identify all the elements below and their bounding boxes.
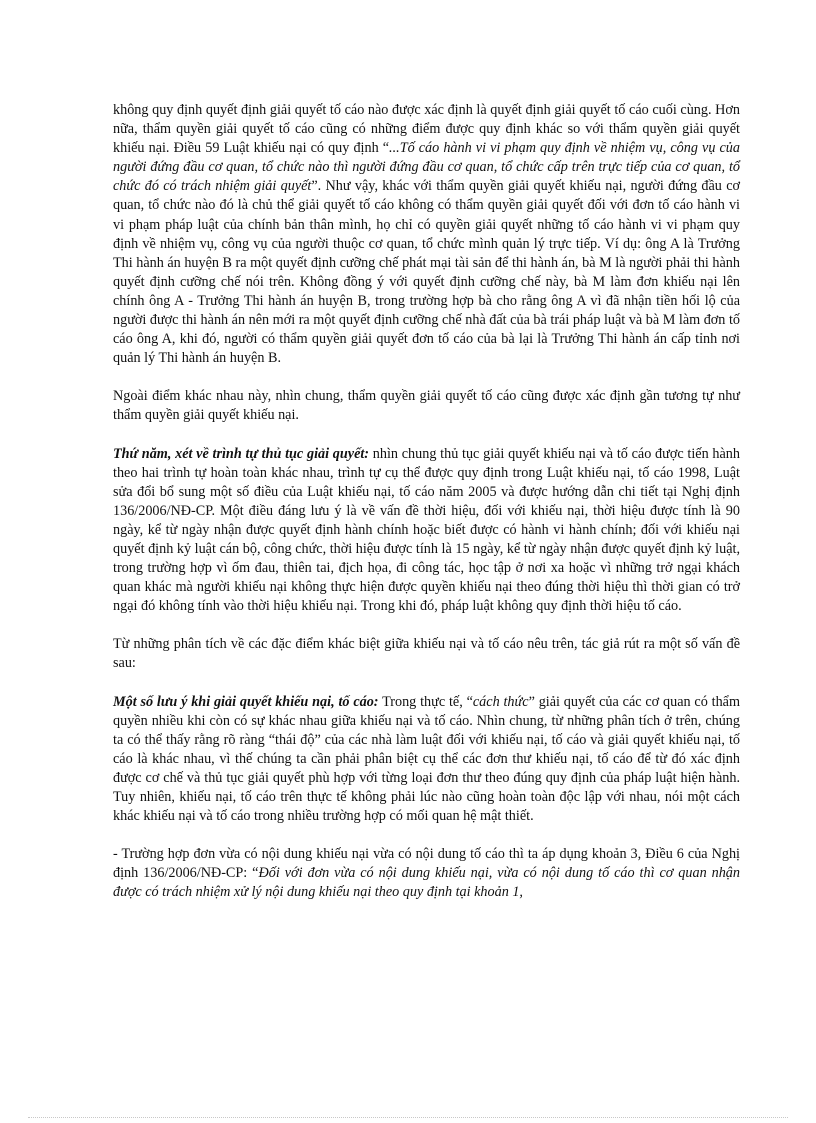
section-heading-procedure: Thứ năm, xét về trình tự thủ tục giải quyết: [113, 445, 370, 462]
paragraph-3-text: nhìn chung thủ tục giải quyết khiếu nại và tố cáo được tiến hành theo hai trình tự hoàn toàn khác nhau, trình tự cụ thể được quy định trong Luật khiếu nại, tố cáo 1998, Luật sửa đổi bổ sung một số điều của Luật khiếu nại, tố cáo năm 2005 và được hướng dẫn chi tiết tại Nghị định 136/2006/NĐ-CP. Một điều đáng lưu ý là về vấn đề thời hiệu, đối với khiếu nại, thời hiệu được tính là 90 ngày, kể từ ngày nhận được quyết định hành chính hoặc biết được có hành vi hành chính; đối với khiếu nại quyết định kỷ luật cán bộ, công chức, thời hiệu được tính là 15 ngày, kể từ ngày nhận được quyết định kỷ luật, trong trường hợp vì ốm đau, thiên tai, địch họa, đi công tác, học tập ở nơi xa hoặc vì những trở ngại khách quan khác mà người khiếu nại không thực hiện được quyền khiếu nại theo đúng thời hiệu thì thời gian có trở ngại đó không tính vào thời hiệu khiếu nại. Trong khi đó, pháp luật không quy định thời hiệu tố cáo. [113, 445, 740, 615]
page-bottom-border [28, 1117, 788, 1118]
paragraph-5-text-b: ” giải quyết của các cơ quan có thẩm quyền nhiều khi còn có sự khác nhau giữa khiếu nại và tố cáo. Nhìn chung, từ những phân tích ở trên, chúng ta có thể thấy rằng rõ ràng “thái độ” của các nhà làm luật đối với khiếu nại, tố cáo và giải quyết khiếu nại, tố cáo là khác nhau, vì thế chúng ta cần phải phân biệt cụ thể các đơn thư khiếu nại, tố cáo để từ đó xác định được cơ chế và thủ tục giải quyết phù hợp với từng loại đơn thư theo đúng quy định của pháp luật hiện hành. Tuy nhiên, khiếu nại, tố cáo trên thực tế không phải lúc nào cũng hoàn toàn độc lập với nhau, nói một cách khác khiếu nại và tố cáo trong nhiều trường hợp có mối quan hệ mật thiết. [113, 693, 740, 825]
article-59-quote: ...Tố cáo hành vi vi phạm quy định về nhiệm vụ, công vụ của người đứng đầu cơ quan, tổ chức nào thì người đứng đầu cơ quan, tổ chức cấp trên trực tiếp của cơ quan, tổ chức đó có trách nhiệm giải quyết [113, 140, 740, 195]
paragraph-6-text: - Trường hợp đơn vừa có nội dung khiếu nại vừa có nội dung tố cáo thì ta áp dụng khoản 3, Điều 6 của Nghị định 136/2006/NĐ-CP: “ [113, 846, 740, 882]
paragraph-1 [113, 101, 740, 368]
paragraph-2: Ngoài điểm khác nhau này, nhìn chung, thẩm quyền giải quyết tố cáo cũng được xác định gần tương tự như thẩm quyền giải quyết khiếu nại. [113, 388, 740, 424]
section-heading-notes: Một số lưu ý khi giải quyết khiếu nại, tố cáo: [113, 693, 379, 710]
paragraph-4: Từ những phân tích về các đặc điểm khác biệt giữa khiếu nại và tố cáo nêu trên, tác giả rút ra một số vấn đề sau: [113, 636, 740, 672]
paragraph-5-text-a: Trong thực tế, “ [378, 693, 473, 710]
paragraph-5 [113, 693, 740, 827]
document-body [113, 101, 740, 921]
method-term: cách thức [472, 693, 529, 710]
decree-quote: Đối với đơn vừa có nội dung khiếu nại, vừa có nội dung tố cáo thì cơ quan nhận được có trách nhiệm xử lý nội dung khiếu nại theo quy định tại khoản 1, [113, 865, 740, 901]
paragraph-3 [113, 445, 740, 617]
paragraph-1-text-a: không quy định quyết định giải quyết tố cáo nào được xác định là quyết định giải quyết tố cáo cuối cùng. Hơn nữa, thẩm quyền giải quyết tố cáo cũng có những điểm được quy định khác so với thẩm quyền giải quyết khiếu nại. Điều 59 Luật khiếu nại có quy định “ [113, 102, 740, 157]
paragraph-1-text-b: ”. Như vậy, khác với thẩm quyền giải quyết khiếu nại, người đứng đầu cơ quan, tổ chức nào đó là chủ thể giải quyết tố cáo không có thẩm quyền giải quyết đối với đơn tố cáo hành vi vi phạm pháp luật của chính bản thân mình, họ chỉ có quyền giải quyết những tố cáo hành vi vi phạm quy định về nhiệm vụ, công vụ của người thuộc cơ quan, tổ chức mình quản lý trực tiếp. Ví dụ: ông A là Trưởng Thi hành án huyện B ra một quyết định cưỡng chế phát mại tài sản để thi hành án, bà M là người phải thi hành quyết định cưỡng chế nói trên. Không đồng ý với quyết định cưỡng chế này, bà M làm đơn khiếu nại lên chính ông A - Trưởng Thi hành án huyện B, trong trường hợp bà cho rằng ông A vì đã nhận tiền hối lộ của người được thi hành án nên mới ra một quyết định cưỡng chế nhà đất của bà trái pháp luật và bà M làm đơn tố cáo ông A, khi đó, người có thẩm quyền giải quyết đơn tố cáo của bà lại là Trưởng Thi hành án cấp tỉnh nơi quản lý Thi hành án huyện B. [113, 178, 740, 367]
paragraph-6 [113, 845, 740, 902]
